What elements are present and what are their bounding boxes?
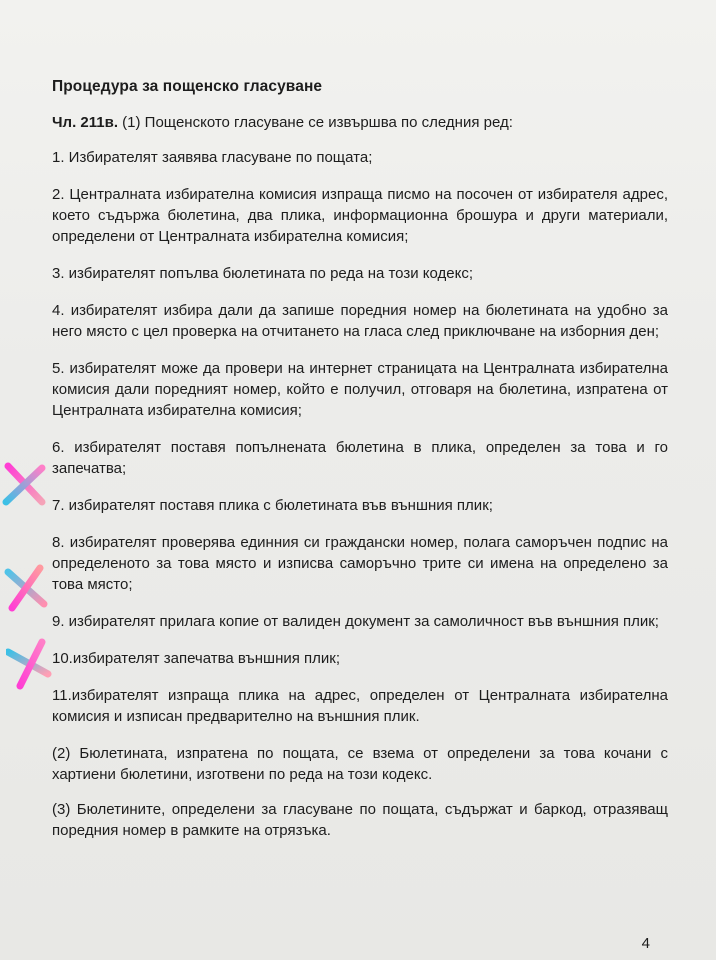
document-heading: Процедура за пощенско гласуване bbox=[52, 78, 323, 95]
list-item: 9. избирателят прилага копие от валиден документ за самоличност във външния плик; bbox=[52, 613, 659, 630]
x-mark-icon bbox=[6, 638, 52, 690]
list-item: 6. избирателят поставя попълнената бюлетина в плика, определен за това и го запечатва; bbox=[52, 439, 668, 477]
list-item: 11.избирателят изпраща плика на адрес, определен от Централната избирателна комисия и изписан предварително на външния плик. bbox=[52, 687, 668, 725]
list-item: 10.избирателят запечатва външния плик; bbox=[52, 650, 341, 667]
list-item: 4. избирателят избира дали да запише поредния номер на бюлетината на удобно за него място с цел проверка на отчитането на гласа след приключване на изборния ден; bbox=[52, 302, 668, 340]
list-item: 5. избирателят може да провери на интернет страницата на Централната избирателна комисия дали поредният номер, който е получил, отговаря на бюлетина, изпратена от Централната избирателна комисия; bbox=[52, 360, 668, 419]
paragraph-2: (2) Бюлетината, изпратена по пощата, се взема от определени за това кочани с хартиени бюлетини, изготвени по реда на този кодекс. bbox=[52, 745, 668, 783]
list-item: 8. избирателят проверява единния си граждански номер, полага саморъчен подпис на определеното за това място и изписва саморъчно трите си имена на определено за това място; bbox=[52, 534, 668, 593]
page-number: 4 bbox=[641, 935, 650, 952]
article-label: Чл. 211в. bbox=[52, 114, 118, 131]
list-item: 7. избирателят поставя плика с бюлетината във външния плик; bbox=[52, 497, 493, 514]
list-item: 2. Централната избирателна комисия изпраща писмо на посочен от избирателя адрес, което съдържа бюлетина, два плика, информационна брошура и други материали, определени от Централната избирателна комисия; bbox=[52, 186, 668, 245]
paragraph-3: (3) Бюлетините, определени за гласуване по пощата, съдържат и баркод, отразяващ поредния номер в рамките на отрязъка. bbox=[52, 801, 668, 839]
list-item: 3. избирателят попълва бюлетината по реда на този кодекс; bbox=[52, 265, 474, 282]
x-mark-icon bbox=[4, 564, 48, 612]
list-item: 1. Избирателят заявява гласуване по пощата; bbox=[52, 149, 373, 166]
article-intro-text: (1) Пощенското гласуване се извършва по следния ред: bbox=[122, 114, 513, 131]
article-intro bbox=[52, 114, 668, 131]
x-mark-icon bbox=[2, 462, 46, 506]
document-body bbox=[52, 78, 668, 855]
